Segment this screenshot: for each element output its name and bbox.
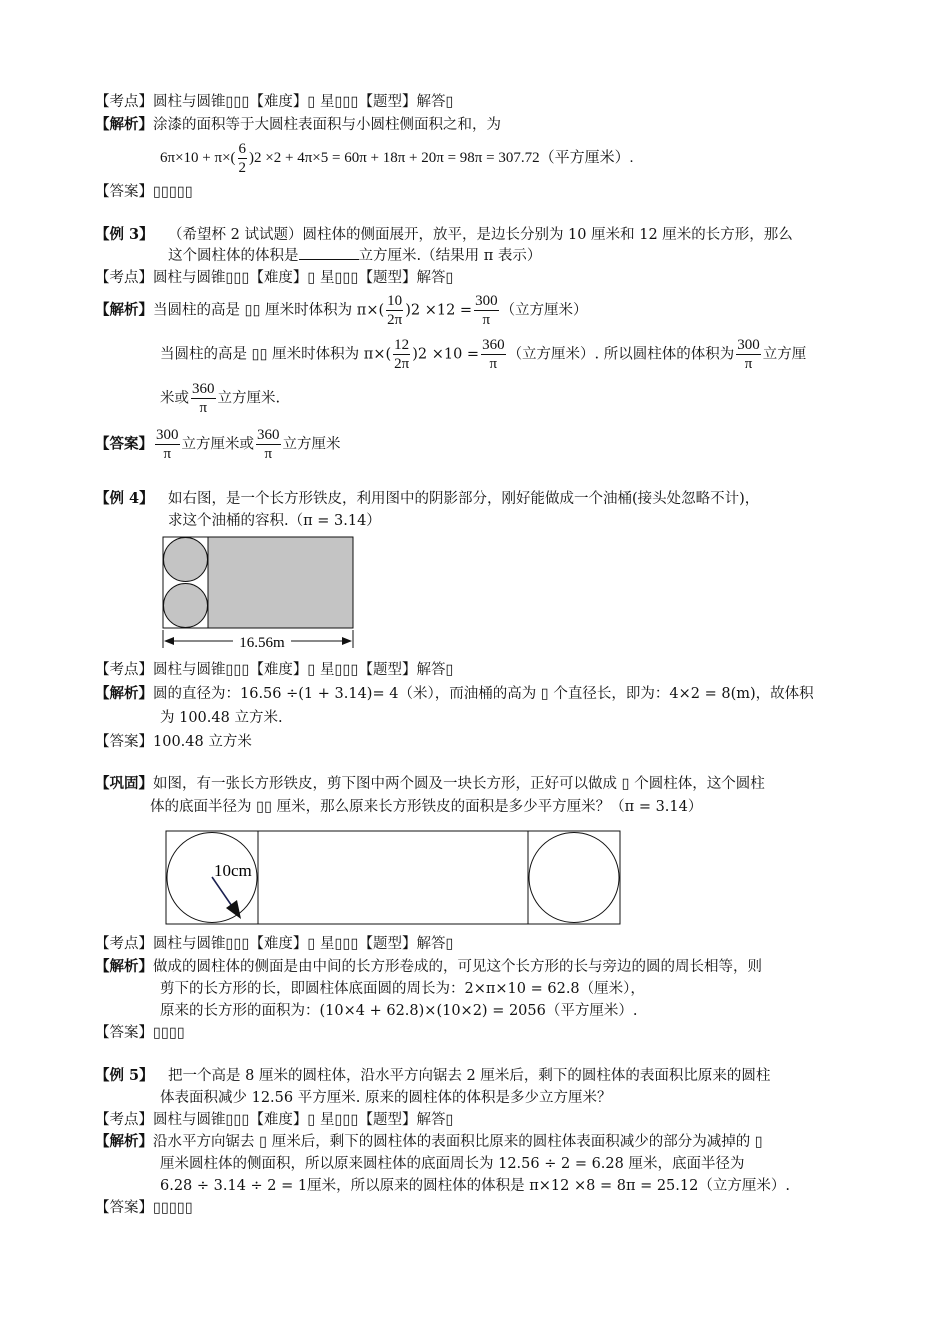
example-label: 【例 3】 bbox=[95, 226, 154, 243]
fraction: $\frac{360}{\pi}$ bbox=[192, 381, 215, 416]
example-5-line2: 体表面积减少 12.56 平方厘米. 原来的圆柱体的体积是多少立方厘米？ bbox=[160, 1090, 612, 1106]
shaded-circle-bottom bbox=[164, 584, 208, 628]
formula-s0: 6π×10 + π×( $\frac{6}{2}$ )2 ×2 + 4π×5 = 60π + 18π + 20π = 98π = 307.72（平方厘米）. bbox=[160, 141, 634, 176]
consolidation-problem: 【巩固】如图，有一张长方形铁皮，剪下图中两个圆及一块长方形，正好可以做成 ▯ 个圆柱体，这个圆柱 bbox=[95, 775, 765, 792]
example-4-line2: 求这个油桶的容积.（π = 3.14） bbox=[168, 513, 381, 529]
shaded-circle-top bbox=[164, 538, 208, 582]
analysis-line-ex3-2: 当圆柱的高是 ▯▯ 厘米时体积为 π×( $\frac{12}{2\pi}$ )2 ×10 = $\frac{360}{\pi}$ （立方厘米）. 所以圆柱体的体积为 $\frac{300}{\pi}$ 立方厘 bbox=[160, 337, 807, 372]
radius-label: 10cm bbox=[214, 861, 252, 880]
fraction: $\frac{360}{\pi}$ bbox=[482, 337, 505, 372]
analysis-line-ex3-1: 【解析】当圆柱的高是 ▯▯ 厘米时体积为 π×( $\frac{10}{2\pi}$ )2 ×12 = $\frac{300}{\pi}$ （立方厘米） bbox=[95, 293, 588, 328]
analysis-line-s0 bbox=[95, 115, 501, 135]
consolidation-line2: 体的底面半径为 ▯▯ 厘米，那么原来长方形铁皮的面积是多少平方厘米？（π = 3.14） bbox=[150, 799, 703, 815]
cylinder-net-figure bbox=[160, 826, 630, 928]
arrow-right-icon bbox=[342, 637, 352, 645]
fraction: $\frac{12}{2\pi}$ bbox=[394, 337, 410, 372]
problem-text: （希望杯 2 试试题）圆柱体的侧面展开，放平，是边长分别为 10 厘米和 12 厘米的长方形，那么 bbox=[168, 227, 793, 243]
arrow-left-icon bbox=[164, 637, 174, 645]
analysis-line-ex4-2: 为 100.48 立方米. bbox=[160, 710, 283, 726]
analysis-line-ex5-3: 6.28 ÷ 3.14 ÷ 2 = 1厘米，所以原来的圆柱体的体积是 π×12 ×8 = 8π = 25.12（立方厘米）. bbox=[160, 1178, 790, 1194]
tags-line-ex5: 【考点】圆柱与圆锥▯▯▯【难度】▯ 星▯▯▯【题型】解答▯ bbox=[95, 1112, 454, 1128]
tags-line-gg: 【考点】圆柱与圆锥▯▯▯【难度】▯ 星▯▯▯【题型】解答▯ bbox=[95, 936, 454, 952]
example-3 bbox=[95, 225, 793, 245]
fraction: $\frac{300}{\pi}$ bbox=[475, 293, 498, 328]
tags-line-ex4: 【考点】圆柱与圆锥▯▯▯【难度】▯ 星▯▯▯【题型】解答▯ bbox=[95, 662, 454, 678]
analysis-line-gg-1: 【解析】做成的圆柱体的侧面是由中间的长方形卷成的，可见这个长方形的长与旁边的圆的周长相等，则 bbox=[95, 958, 762, 975]
answer-line-gg: 【答案】▯▯▯▯ bbox=[95, 1025, 185, 1041]
dimension-label: 16.56m bbox=[239, 635, 285, 651]
analysis-line-ex3-3: 米或 $\frac{360}{\pi}$ 立方厘米. bbox=[160, 381, 281, 416]
circle-right bbox=[529, 833, 619, 923]
fraction: $\frac{300}{\pi}$ bbox=[156, 427, 179, 462]
answer-line-ex5: 【答案】▯▯▯▯▯ bbox=[95, 1200, 193, 1216]
analysis-line-ex4-1: 【解析】圆的直径为：16.56 ÷(1 + 3.14)= 4（米），而油桶的高为 ▯ 个直径长，即为：4×2 = 8(m)，故体积 bbox=[95, 685, 814, 702]
tags-line-s0: 【考点】圆柱与圆锥▯▯▯【难度】▯ 星▯▯▯【题型】解答▯ bbox=[95, 94, 454, 110]
shaded-rectangle bbox=[208, 537, 353, 628]
analysis-line-ex5-2: 厘米圆柱体的侧面积，所以原来圆柱体的底面周长为 12.56 ÷ 2 = 6.28 厘米，底面半径为 bbox=[160, 1156, 745, 1172]
fraction: $\frac{360}{\pi}$ bbox=[257, 427, 280, 462]
answer-blank bbox=[299, 247, 359, 260]
analysis-text: 涂漆的面积等于大圆柱表面积与小圆柱侧面积之和，为 bbox=[153, 117, 501, 133]
arrow-head-icon bbox=[226, 900, 241, 919]
analysis-label: 【解析】 bbox=[95, 116, 153, 133]
analysis-line-gg-3: 原来的长方形的面积为：(10×4 + 62.8)×(10×2) = 2056（平方厘米）. bbox=[160, 1003, 638, 1019]
answer-line-ex4: 【答案】100.48 立方米 bbox=[95, 734, 252, 750]
example-3-line2: 这个圆柱体的体积是 立方厘米.（结果用 π 表示） bbox=[168, 248, 542, 264]
tags-line-ex3: 【考点】圆柱与圆锥▯▯▯【难度】▯ 星▯▯▯【题型】解答▯ bbox=[95, 270, 454, 286]
fraction: $\frac{300}{\pi}$ bbox=[737, 337, 760, 372]
analysis-line-ex5-1: 【解析】沿水平方向锯去 ▯ 厘米后，剩下的圆柱体的表面积比原来的圆柱体表面积减少的部分为减掉的 ▯ bbox=[95, 1133, 763, 1150]
oil-drum-figure bbox=[155, 532, 365, 654]
analysis-line-gg-2: 剪下的长方形的长，即圆柱体底面圆的周长为：2×π×10 = 62.8（厘米）， bbox=[160, 981, 645, 997]
fraction: $\frac{10}{2\pi}$ bbox=[387, 293, 403, 328]
example-4: 【例 4】 如右图，是一个长方形铁皮，利用图中的阴影部分，刚好能做成一个油桶(接头处忽略不计)， bbox=[95, 490, 760, 507]
answer-line-ex3: 【答案】 $\frac{300}{\pi}$ 立方厘米或 $\frac{360}{\pi}$ 立方厘米 bbox=[95, 427, 341, 462]
fraction: $\frac{6}{2}$ bbox=[238, 141, 247, 176]
example-5: 【例 5】 把一个高是 8 厘米的圆柱体，沿水平方向锯去 2 厘米后，剩下的圆柱体的表面积比原来的圆柱 bbox=[95, 1067, 771, 1084]
answer-line-s0: 【答案】▯▯▯▯▯ bbox=[95, 184, 193, 200]
